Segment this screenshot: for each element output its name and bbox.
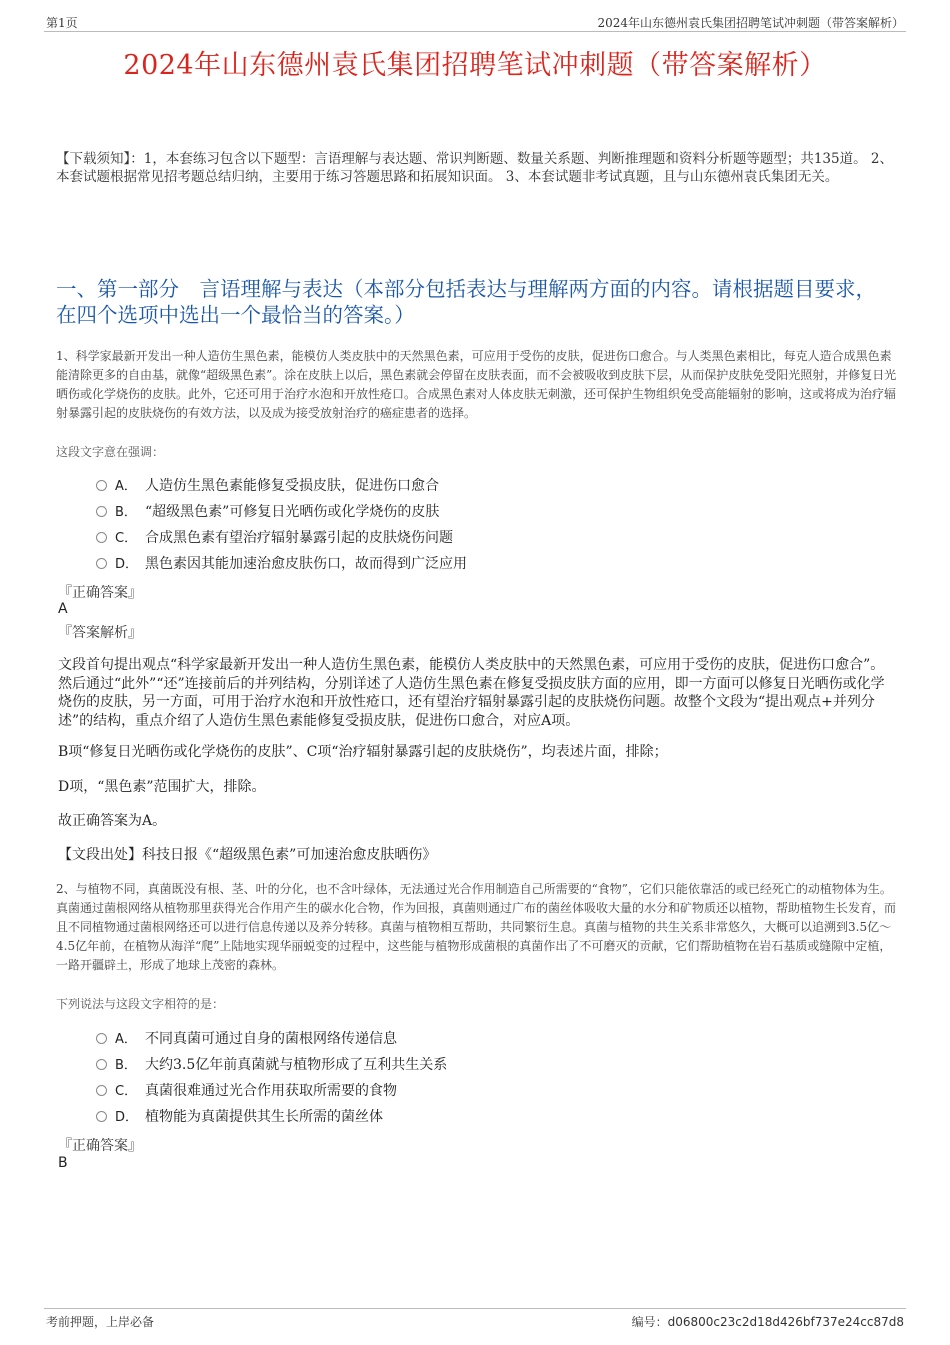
q2-option-a[interactable] (96, 1029, 397, 1049)
question-2-prompt: 下列说法与这段文字相符的是： (56, 997, 225, 1011)
download-notice: 【下载须知】：1，本套练习包含以下题型：言语理解与表达题、常识判断题、数量关系题、判断推理题和资料分析题等题型；共135道。 2、本套试题根据常见招考题总结归纳，主要用于练习答题思路和拓展知识面。 3、本套试题非考试真题，且与山东德州袁氏集团无关。 (56, 151, 893, 185)
option-text: 植物能为真菌提供其生长所需的菌丝体 (145, 1109, 383, 1125)
option-text: 黑色素因其能加速治愈皮肤伤口，故而得到广泛应用 (145, 556, 467, 572)
footer-code-value: d06800c23c2d18d426bf737e24cc87d8 (667, 1315, 904, 1329)
q1-analysis-paragraph-2: B项“修复日光晒伤或化学烧伤的皮肤”、C项“治疗辐射暴露引起的皮肤烧伤”，均表述片面，排除； (58, 744, 668, 760)
option-letter: A． (115, 1032, 137, 1047)
q2-option-c[interactable] (96, 1081, 397, 1101)
option-text: “超级黑色素”可修复日光晒伤或化学烧伤的皮肤 (145, 504, 440, 520)
radio-icon[interactable] (96, 532, 107, 543)
footer-slogan: 考前押题，上岸必备 (46, 1315, 155, 1329)
option-text: 合成黑色素有望治疗辐射暴露引起的皮肤烧伤问题 (145, 530, 453, 546)
option-letter: D． (115, 1110, 139, 1125)
page-number: 第1页 (46, 16, 78, 30)
q1-option-d[interactable] (96, 554, 467, 574)
footer-divider (44, 1308, 906, 1309)
page-title: 2024年山东德州袁氏集团招聘笔试冲刺题（带答案解析） (123, 50, 827, 81)
option-letter: B． (115, 1058, 137, 1073)
option-letter: D． (115, 557, 139, 572)
option-text: 不同真菌可通过自身的菌根网络传递信息 (145, 1031, 397, 1047)
radio-icon[interactable] (96, 558, 107, 569)
radio-icon[interactable] (96, 1085, 107, 1096)
option-letter: C． (115, 1084, 138, 1099)
option-letter: C． (115, 531, 138, 546)
q2-answer: B (58, 1155, 68, 1171)
question-1-prompt: 这段文字意在强调： (56, 445, 165, 459)
option-letter: B． (115, 505, 137, 520)
option-text: 人造仿生黑色素能修复受损皮肤，促进伤口愈合 (145, 478, 439, 494)
q1-option-a[interactable] (96, 476, 439, 496)
header-doc-title: 2024年山东德州袁氏集团招聘笔试冲刺题（带答案解析） (597, 16, 904, 30)
q1-answer: A (58, 601, 68, 617)
q1-analysis-paragraph-3: D项，“黑色素”范围扩大，排除。 (58, 779, 266, 795)
option-text: 真菌很难通过光合作用获取所需要的食物 (145, 1083, 397, 1099)
radio-icon[interactable] (96, 1059, 107, 1070)
q1-source: 【文段出处】科技日报《“超级黑色素”可加速治愈皮肤晒伤》 (58, 847, 437, 863)
q2-option-b[interactable] (96, 1055, 447, 1075)
q1-answer-label: 『正确答案』 (58, 585, 142, 601)
q1-analysis-paragraph-1: 文段首句提出观点“科学家最新开发出一种人造仿生黑色素，能模仿人类皮肤中的天然黑色素，可应用于受伤的皮肤，促进伤口愈合”。然后通过“此外”“还”连接前后的并列结构，分别详述了人造仿生黑色素在修复受损皮肤方面的应用，即一方面可以修复日光晒伤或化学烧伤的皮肤，另一方面，可用于治疗水泡和开放性疮口，还有望治疗辐射暴露引起的皮肤烧伤问题。故整个文段为“提出观点+并列分述”的结构，重点介绍了人造仿生黑色素能修复受损皮肤，促进伤口愈合，对应A项。 (58, 657, 885, 729)
footer-code-label: 编号： (631, 1315, 668, 1329)
q2-option-d[interactable] (96, 1107, 383, 1127)
q1-option-c[interactable] (96, 528, 453, 548)
option-text: 大约3.5亿年前真菌就与植物形成了互利共生关系 (145, 1057, 448, 1073)
header-divider (44, 31, 906, 32)
radio-icon[interactable] (96, 1033, 107, 1044)
q1-analysis-label: 『答案解析』 (58, 625, 142, 641)
question-1-text: 1、科学家最新开发出一种人造仿生黑色素，能模仿人类皮肤中的天然黑色素，可应用于受伤的皮肤，促进伤口愈合。与人类黑色素相比，每克人造合成黑色素能清除更多的自由基，就像“超级黑色素”。涂在皮肤上以后，黑色素就会停留在皮肤表面，而不会被吸收到皮肤下层，从而保护皮肤免受阳光照射，并修复日光晒伤或化学烧伤的皮肤。此外，它还可用于治疗水泡和开放性疮口。合成黑色素对人体皮肤无刺激，还可保护生物组织免受高能辐射的影响，这或将成为治疗辐射暴露引起的皮肤烧伤的有效方法，以及成为接受放射治疗的癌症患者的选择。 (56, 349, 897, 420)
footer-code (632, 1313, 904, 1330)
q1-option-b[interactable] (96, 502, 439, 522)
question-2-text: 2、与植物不同，真菌既没有根、茎、叶的分化，也不含叶绿体，无法通过光合作用制造自己所需要的“食物”，它们只能依靠活的或已经死亡的动植物体为生。真菌通过菌根网络从植物那里获得光合作用产生的碳水化合物，作为回报，真菌则通过广布的菌丝体吸收大量的水分和矿物质还以植物，帮助植物生长发育，而且不同植物通过菌根网络还可以进行信息传递以及养分转移。真菌与植物相互帮助，共同繁衍生息。真菌与植物的共生关系非常悠久，大概可以追溯到3.5亿～4.5亿年前，在植物从海洋“爬”上陆地实现华丽蜕变的过程中，这些能与植物形成菌根的真菌作出了不可磨灭的贡献，它们帮助植物在岩石基质或缝隙中定植，一路开疆辟土，形成了地球上茂密的森林。 (56, 882, 897, 972)
radio-icon[interactable] (96, 1111, 107, 1122)
q2-answer-label: 『正确答案』 (58, 1138, 142, 1154)
radio-icon[interactable] (96, 506, 107, 517)
q1-analysis-paragraph-4: 故正确答案为A。 (58, 813, 167, 829)
section-heading: 一、第一部分 言语理解与表达（本部分包括表达与理解两方面的内容。请根据题目要求，在四个选项中选出一个最恰当的答案。） (56, 277, 876, 327)
option-letter: A． (115, 479, 137, 494)
radio-icon[interactable] (96, 480, 107, 491)
